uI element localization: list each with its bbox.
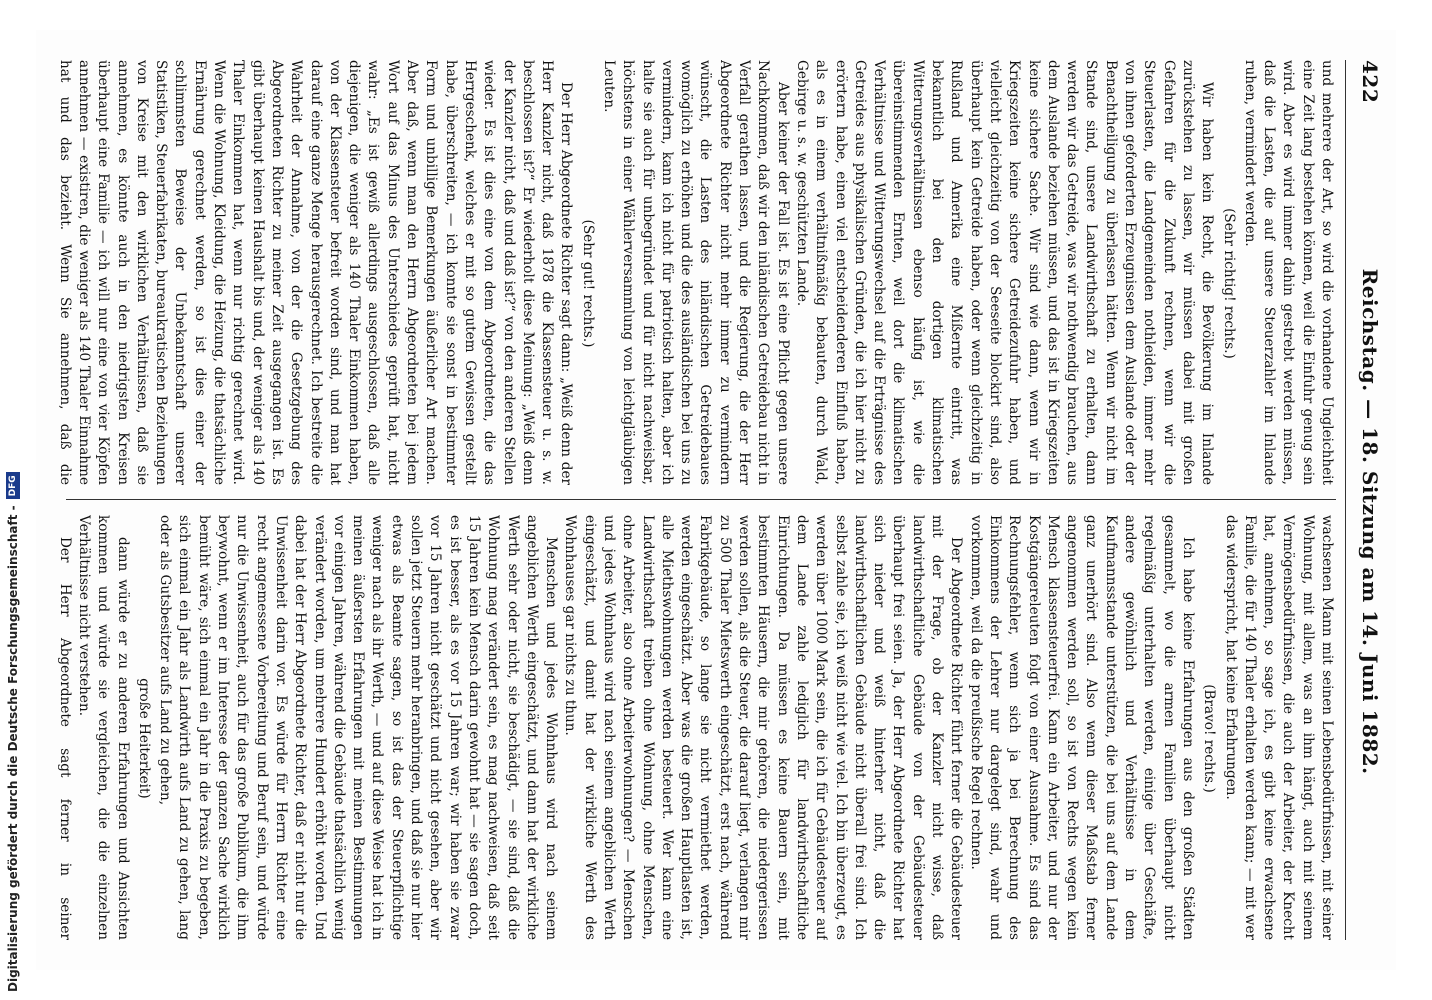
page-title: Reichstag. — 18. Sitzung am 14. Juni 1882. [1358,268,1382,775]
left-column-paragraph: Aber keiner der Fall ist. Es ist eine Pflicht gegen unsere Nachkommen, daß wir den inländischen Getreidebau nicht in Verfall gerathen lassen, und die Regierung, die der Herr Abgeordnete Richter nicht mehr immer zu vermindern wünscht, die Lasten des inländischen Getreidebaues womöglich zu erhöhen und die des ausländischen bei uns zu vermindern, kann ich nicht für patriotisch halten, aber ich halte sie auch für unbegründet und für nicht nachweisbar, höchstens in einer Wählerversammlung von leichtgläubigen Leuten. [601,60,791,485]
right-column [56,515,1336,940]
left-column [56,60,1336,485]
header-rule [1345,60,1346,940]
left-column-paragraph: Wir haben kein Recht, die Bevölkerung im Inlande zurückstehen zu lassen, wir müssen dabei mit großen Gefahren für die Zukunft rechnen, wenn wir die Steuerlasten, die Landgemeinden nothleiden, immer mehr von ihnen geforderten Erzeugnissen dem Auslande oder der Benachtheiligung zu überlassen hätten. Wenn wir nicht im Stande sind, unsere Landwirthschaft zu erhalten, dann werden wir das Getreide, was wir nothwendig brauchen, aus dem Auslande beziehen müssen, und das ist in Kriegszeiten keine sichere Sache. Wir sind wie dann, wenn wir in Kriegszeiten keine sichere Getreidezufuhr haben, und vielleicht gleichzeitig von der Seeseite blockirt sind, also überhaupt kein Getreide haben, oder wenn gleichzeitig in Rußland und Amerika eine Mißernte eintritt, was bekanntlich bei den dortigen klimatischen Witterungsverhältnissen ebenso häufig ist, wie die übereinstimmenden Ernten, weil dort die klimatischen Verhältnisse und Witterungswechsel auf die Erträgnisse des Getreides aus physikalischen Gründen, die ich hier nicht zu erörtern habe, einen viel entscheidenderen Einfluß haben, als es in einem verhältnißmäßig bebauten, durch Wald, Gebirge u. s. w. geschützten Lande. [793,60,1216,485]
page-header [1348,60,1382,940]
digitization-credit-strip [0,0,26,1000]
right-column-paragraph: Ich habe keine Erfahrungen aus den großen Städten gesammelt, wo die armen Familien überhaupt nicht regelmäßig unterhalten werden, einige über Geschäfte, andere gewöhnlich und Verhältnisse in dem Kaufmannsstande unterstützen, die bei uns auf dem Lande ganz unerhört sind. Also wenn dieser Maßstab ferner angenommen werden soll, so ist von Rechts wegen kein Mensch klassensteuerfrei. Kann ein Arbeiter, und nur der Kostgängereleuten folgt von einer Ausnahme. Es sind das Rechnungsfehler, wenn sich ja bei Berechnung des Einkommens der Lehrer nur dargelegt sind, wahr und vorkommen, weil da die preußische Regel rechnen. [967,515,1196,940]
right-column-paragraph: Der Herr Abgeordnete sagt ferner in seiner [56,537,73,940]
left-column-paragraph: Der Herr Abgeordnete Richter sagt dann: „Weiß denn der Herr Kanzler nicht, daß 1878 die Klassensteuer u. s. w. beschlossen ist?“ Er wiederholt diese Meinung: „Weiß denn der Kanzler nicht, daß und daß ist?“ von den anderen Stellen wieder. Es ist dies eine von dem Abgeordneten, die das Herrgeschenk, welches er mit so gutem Gewissen gestellt habe, überschreiten, — ich konnte sie sonst in bestimmter Form und unbillige Bemerkungen äußerlicher Art machen. Aber daß, wenn man den Herrn Abgeordneten bei jedem Wort auf das Minus des Unterschiedes geprüft hat, nicht wahr: „Es ist gewiß allerdings ausgeschlossen, daß alle diejenigen, die weniger als 140 Thaler Einkommen haben, von der Klassensteuer befreit worden sind, und man hat darauf eine ganze Menge herausgerechnet. Ich bestreite die Wahrheit der Annahme, von der die Gesetzgebung des Abgeordneten Richter zu meiner Zeit ausgegangen ist. Es gibt überhaupt keinen Haushalt bis und, der weniger als 140 Thaler Einkommen hat, wenn nur richtig gerechnet wird. Wenn die Wohnung, Kleidung, die Heizung, die thatsächliche Ernährung gerechnet werden, so ist dies einer der schlimmsten Beweise der Unbekanntschaft unserer Statistiken, Steuerfabrikaten, bureaukratischen Beziehungen von Kreise mit den wirklichen Verhältnissen, daß sie annehmen, es könnte auch in den niedrigsten Kreisen überhaupt eine Familie — ich will nur eine von vier Köpfen annehmen — existiren, die weniger als 140 Thaler Einnahme hat und das bezieht. Wenn Sie annehmen, daß die [56,60,575,485]
dfg-logo: DFG [6,472,20,499]
left-column-remark: (Sehr gut! rechts.) [579,219,596,348]
right-column-paragraph: wachsenen Mann mit seinen Lebensbedürfnissen, mit seiner Wohnung, mit allem, was an ihm hängt, auch mit seinem Vermögensbedürfnissen, die auch der Arbeiter, der Knecht hat, annehmen, so sage ich, es gibt keine erwachsene Familie, die für 140 Thaler erhalten werden kann; — mit wer das widerspricht, hat keine Erfahrungen. [1222,515,1335,940]
page-number: 422 [1358,60,1382,104]
left-column-remark: (Sehr richtig! rechts.) [1220,208,1237,359]
right-column-paragraph: Menschen und jedes Wohnhaus wird nach seinem angeblichen Werth eingeschätzt, und dann hat der wirkliche Werth sehr oder nicht, sie beschädigt, — sie sind, daß die Wohnung mag verändert sein, es mag nachweisen, daß seit 15 Jahren kein Mensch darin gewohnt hat — sie sagen doch, es ist besser, als es vor 15 Jahren war; wir haben sie zwar vor 15 Jahren nicht geschätzt und nicht gesehen, aber wir sollen jetzt Steuern mehr heranbringen, und daß sie nur hier etwas als Beamte sagen, so ist das der Steuerpflichtige weniger nach als ihr Werth, — und auf diese Weise hat ich in meinen äußersten Erfahrungen mit meinen Bestimmungen vor einigen Jahren, während die Gebäude thatsächlich wenig verändert worden, um mehrere Hundert erhöht worden. Und dabei hat der Herr Abgeordnete Richter, daß er nicht nur die Unwissenheit darin vor. Es würde für Herrn Richter eine recht angemessene Vorbereitung und Beruf sein, und würde nur die Unwissenheit, auch für das große Publikum, die ihm beywohnt, wenn er im Interesse der ganzen Sache wirklich bemüht wäre, sich einmal ein Jahr in die Praxis zu begeben, sich einmal ein Jahr als Landwirth aufs Land zu gehen, lang oder als Gutsbesitzer aufs Land zu gehen, [157,515,560,940]
right-column-remark: große Heiterkeit) [135,678,152,799]
right-column-paragraph: dann würde er zu anderen Erfahrungen und Ansichten kommen und würde sie vergleichen, die die einzelnen Verhältnisse nicht verstehen. [76,515,131,940]
rotated-document-page [36,30,1396,970]
right-column-paragraph: Der Abgeordnete Richter führt ferner die Gebäudesteuer mit der Frage, ob der Kanzler nicht wisse, daß landwirthschaftliche Gebäude von der Gebäudesteuer überhaupt frei seien. Ja, der Herr Abgeordnete Richter hat sich nieder und weiß hinterher nicht, daß die landwirthschaftlichen Gebäude nicht überall frei sind. Ich selbst zahle sie, ich weiß nicht wie viel. Ich bin überzeugt, es werden über 1000 Mark sein, die ich für Gebäudesteuer auf dem Lande zahle lediglich für landwirthschaftliche Einrichtungen. Da müssen es keine Bauern sein, mit bestimmten Häusern, die mir gehören, die niedergerissen werden sollen, als die Steuer, die darauf liegt, verlangen mir zu 500 Thaler Mietswerth eingeschätzt, erst nach, während Fabrikgebäude, so lange sie nicht vermiethet werden, werden eingeschätzt. Aber was die großen Hauptlasten ist, alle Miethswohnungen werden besteuert. Wer kann eine Landwirthschaft treiben ohne Wohnung, ohne Menschen, ohne Arbeiter, also ohne Arbeiterwohnungen? — Menschen und jedes Wohnhaus wird nach seinem angeblichen Werth eingeschätzt, und damit hat der wirkliche Werth des Wohnhauses gar nichts zu thun. [562,515,965,940]
digitization-credit [0,0,26,1000]
left-column-paragraph: und mehrere der Art, so wird die vorhandene Ungleichheit eine Zeit lang bestehen können, weil die Einfuhr genug sein wird. Aber es wird immer dahin gestrebt werden müssen, daß die Lasten, die auf unsere Steuerzahler im Inlande ruhen, vermindert werden. [1241,60,1335,485]
right-column-remark: (Bravo! rechts.) [1201,684,1218,793]
column-divider [66,499,1336,500]
digitization-credit-text: Digitalisierung gefördert durch die Deutsche Forschungsgemeinschaft - [6,505,20,992]
